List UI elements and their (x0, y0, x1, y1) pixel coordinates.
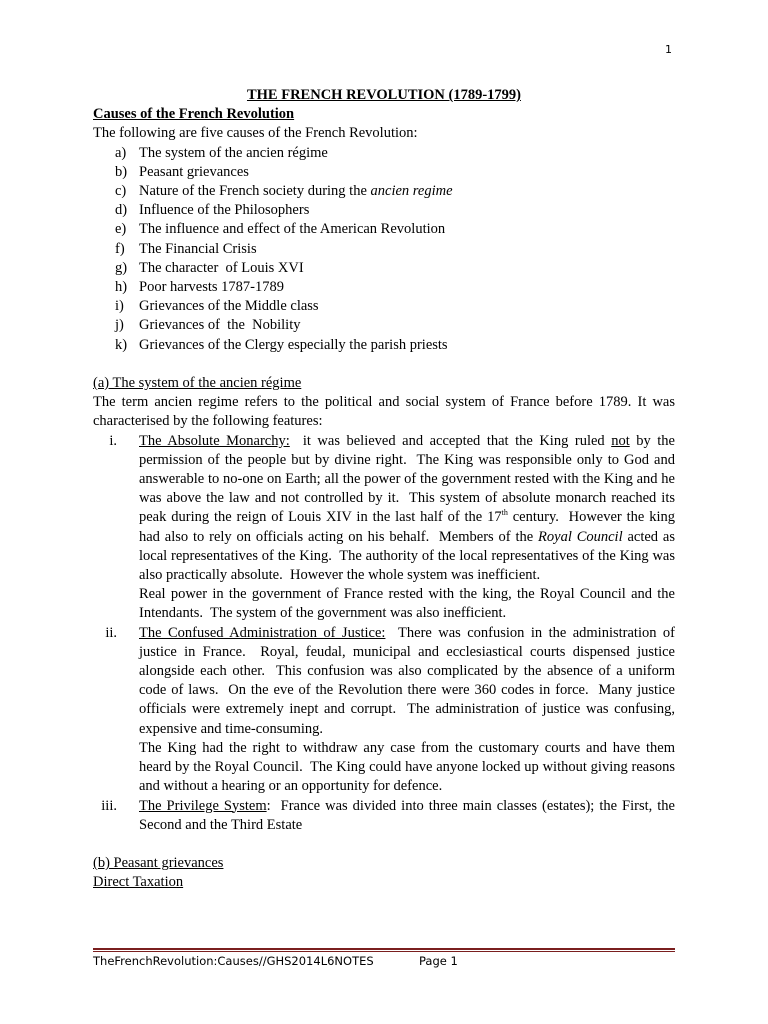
list-item-text: Grievances of the Clergy especially the parish priests (139, 336, 448, 353)
causes-heading: Causes of the French Revolution (93, 106, 295, 123)
list-marker: g) (115, 259, 128, 276)
list-marker: k) (115, 336, 128, 353)
list-marker: j) (115, 317, 124, 334)
feature-text: There was confusion in the administration of justice in France. Royal, feudal, municipal and ecclesiastical courts dispensed justice alongside each other. This confusion was also complicated by the absence of a uniform code of laws. On the eve of the Revolution there were 360 codes in force. Many justice officials were extremely inept and corrupt. The administration of justice was confusing, expensive and time-consuming. (139, 624, 679, 737)
feature-paragraph (139, 797, 679, 835)
list-marker: i. (109, 432, 117, 449)
list-item-text: Influence of the Philosophers (139, 202, 310, 219)
list-item (93, 144, 675, 163)
list-marker: h) (115, 279, 128, 296)
footer-page-number: Page 1 (419, 954, 458, 968)
superscript: th (501, 508, 508, 518)
feature-item-absolute-monarchy (93, 432, 679, 624)
section-b-subheading: Direct Taxation (93, 874, 184, 891)
page-number: 1 (665, 43, 672, 56)
list-item (93, 163, 675, 182)
list-marker: ii. (105, 624, 117, 641)
list-item-text: The system of the ancien régime (139, 144, 328, 161)
feature-paragraph: The King had the right to withdraw any case from the customary courts and have them heard by the Royal Council. The King could have anyone locked up without giving reasons and without a hearing or an opportunity for defence. (139, 739, 679, 795)
list-item-text: Grievances of the Middle class (139, 298, 319, 315)
list-item (93, 336, 675, 355)
list-item (93, 201, 675, 220)
footer-label: TheFrenchRevolution:Causes//GHS2014L6NOTES (93, 954, 374, 968)
feature-heading: The Absolute Monarchy: (139, 432, 290, 449)
list-marker: i) (115, 298, 124, 315)
section-a-heading: (a) The system of the ancien régime (93, 375, 302, 392)
list-item-text: Peasant grievances (139, 163, 249, 180)
emphasis-not: not (611, 432, 630, 449)
feature-heading: The Confused Administration of Justice: (139, 624, 386, 641)
list-item (93, 259, 675, 278)
section-b-heading: (b) Peasant grievances (93, 855, 224, 872)
list-marker: iii. (101, 797, 117, 814)
list-item (93, 182, 675, 201)
list-item (93, 240, 675, 259)
list-marker: f) (115, 240, 125, 257)
list-marker: e) (115, 221, 127, 238)
feature-italic: Royal Council (538, 528, 623, 545)
document-title: THE FRENCH REVOLUTION (1789-1799) (246, 87, 521, 103)
feature-text: it was believed and accepted that the King ruled (289, 432, 612, 449)
feature-heading: The Privilege System (139, 797, 267, 814)
feature-item-justice (93, 624, 679, 797)
footer (93, 952, 675, 971)
list-item-text: The character of Louis XVI (139, 259, 304, 276)
causes-list (93, 144, 675, 355)
feature-text: century. However the king had also to rely on officials acting on his behalf. Members of the (139, 509, 679, 545)
list-marker: d) (115, 202, 128, 219)
list-item-text: The Financial Crisis (139, 240, 257, 257)
feature-item-privilege (93, 797, 679, 835)
list-item (93, 316, 675, 335)
list-item-italic: ancien regime (370, 183, 453, 200)
list-item (93, 278, 675, 297)
list-marker: a) (115, 144, 127, 161)
feature-text: acted as local representatives of the King. The authority of the local representatives of the King was also practically absolute. However the whole system was inefficient. (139, 528, 679, 584)
list-item (93, 297, 675, 316)
list-item-text: The influence and effect of the American Revolution (139, 221, 446, 238)
feature-paragraph (139, 624, 679, 739)
causes-intro: The following are five causes of the French Revolution: (93, 125, 418, 142)
list-marker: c) (115, 183, 127, 200)
section-a-intro: The term ancien regime refers to the political and social system of France before 1789. It was characterised by the following features: (93, 394, 675, 430)
list-marker: b) (115, 163, 128, 180)
list-item-text: Grievances of the Nobility (139, 317, 301, 334)
features-list (93, 432, 679, 835)
feature-paragraph: Real power in the government of France rested with the king, the Royal Council and the Intendants. The system of the government was also inefficient. (139, 586, 679, 622)
list-item-text: Nature of the French society during the (139, 183, 367, 200)
list-item (93, 220, 675, 239)
list-item-text: Poor harvests 1787-1789 (139, 279, 284, 296)
feature-paragraph (139, 432, 679, 586)
feature-text: by the permission of the people but by divine right. The King was responsible only to God and answerable to no-one on Earth; all the power of the government rested with the King and he was above the law and not controlled by it. This system of absolute monarch reached its peak during the reign of Louis XIV in the last half of the 17 (139, 432, 679, 526)
document-body (93, 86, 679, 893)
feature-text: : France was divided into three main classes (estates); the First, the Second and the Third Estate (139, 797, 679, 833)
